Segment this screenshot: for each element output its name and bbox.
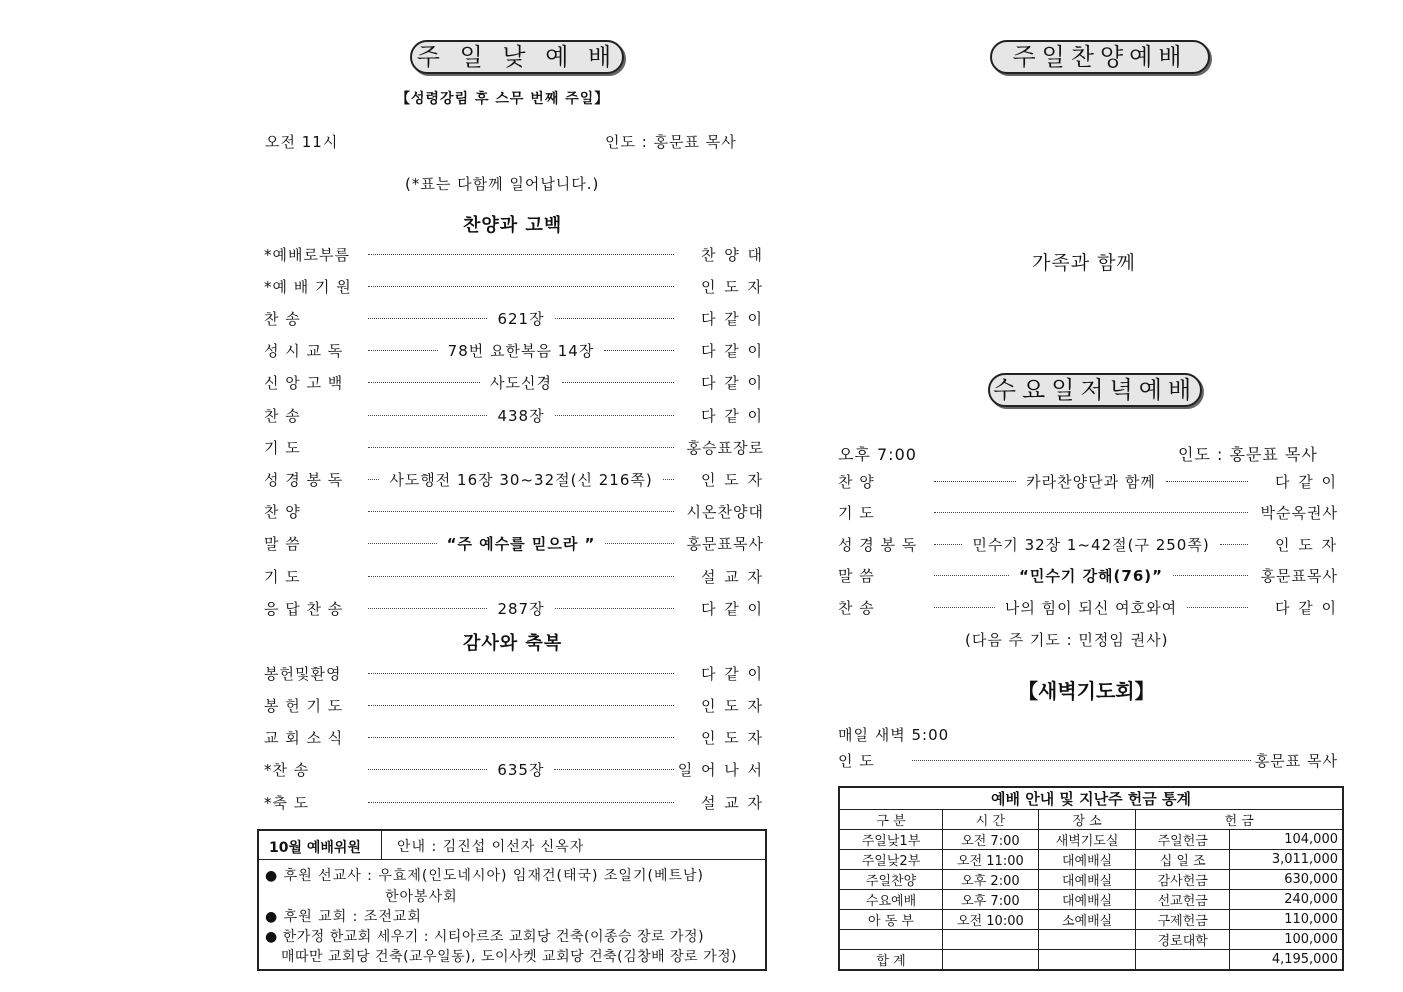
table-row [839, 870, 1343, 890]
table-cell: 새벽기도실 [1038, 830, 1136, 850]
table-cell: 대예배실 [1038, 870, 1136, 890]
church-planting-cont: 매따만 교회당 건축(교우일동), 도이사켓 교회당 건축(김창배 장로 가정) [281, 949, 738, 965]
table-cell: 4,195,000 [1229, 950, 1343, 971]
order-label: *찬 송 [264, 761, 310, 780]
supported-missionaries: ● 후원 선교사 : 우효제(인도네시아) 임재건(태국) 조일기(베트남) [265, 868, 704, 884]
dot-leader [555, 608, 674, 609]
table-title: 예배 안내 및 지난주 헌금 통계 [839, 787, 1343, 810]
order-row [264, 372, 764, 394]
next-week-prayer: (다음 주 기도 : 민정임 권사) [965, 631, 1169, 649]
dot-leader [934, 512, 1248, 513]
order-label: 말 씀 [838, 567, 875, 585]
week-subtitle: 【성령강림 후 스무 번째 주일】 [396, 91, 610, 107]
order-row [264, 404, 764, 426]
table-cell: 100,000 [1229, 930, 1343, 950]
order-person: 홍문표목사 [1260, 567, 1339, 585]
table-cell: 대예배실 [1038, 890, 1136, 910]
order-detail: 78번 요한복음 14장 [447, 342, 595, 361]
table-cell [1136, 950, 1230, 971]
dot-leader [663, 479, 674, 480]
dot-leader [368, 350, 438, 351]
order-person: 다 같 이 [1274, 598, 1338, 617]
dot-leader [554, 769, 673, 770]
order-label: 찬 양 [264, 503, 301, 522]
order-label: 찬 양 [838, 472, 875, 491]
service-leader: 인도 : 홍문표 목사 [605, 133, 737, 151]
order-person: 인 도 자 [700, 277, 764, 296]
order-person: 다 같 이 [700, 664, 764, 683]
order-row [264, 727, 764, 749]
order-label: 응 답 찬 송 [264, 599, 344, 618]
dawn-leader-label: 인 도 [838, 751, 875, 770]
dot-leader [934, 481, 1016, 482]
dot-leader [368, 737, 674, 738]
table-body [839, 830, 1343, 971]
wednesday-time: 오후 7:00 [838, 445, 917, 464]
order-person: 다 같 이 [700, 374, 764, 393]
dot-leader [368, 608, 487, 609]
order-detail: 621장 [497, 309, 545, 328]
order-label: *예 배 기 원 [264, 277, 352, 296]
dot-leader [934, 607, 995, 608]
order-label: 신 앙 고 백 [264, 374, 344, 393]
table-row [839, 950, 1343, 971]
table-cell: 오전 10:00 [943, 910, 1039, 930]
header-place: 장 소 [1038, 810, 1136, 830]
dot-leader [605, 543, 674, 544]
dot-leader [368, 511, 674, 512]
order-person: 다 같 이 [700, 599, 764, 618]
order-label: 기 도 [838, 504, 875, 522]
order-person: 다 같 이 [700, 309, 764, 328]
table-cell: 대예배실 [1038, 850, 1136, 870]
dot-leader [1166, 481, 1248, 482]
table-row [839, 930, 1343, 950]
table-cell: 오전 11:00 [943, 850, 1039, 870]
table-cell: 합 계 [839, 950, 943, 971]
section-thanks-blessing: 감사와 축복 [463, 633, 563, 654]
order-row [264, 307, 764, 329]
order-detail: 민수기 32장 1~42절(구 250쪽) [972, 535, 1210, 554]
table-cell [943, 930, 1039, 950]
order-person: 박순옥권사 [1260, 504, 1338, 522]
order-label: *축 도 [264, 793, 310, 812]
table-cell: 아 동 부 [839, 910, 943, 930]
table-row [839, 910, 1343, 930]
order-detail: 나의 힘이 되신 여호와여 [1004, 598, 1178, 617]
table-row [839, 850, 1343, 870]
table-cell: 감사헌금 [1136, 870, 1230, 890]
order-person: 다 같 이 [700, 342, 764, 361]
table-cell: 104,000 [1229, 830, 1343, 850]
table-cell: 경로대학 [1136, 930, 1230, 950]
order-row [838, 470, 1338, 492]
order-label: 기 도 [264, 567, 301, 586]
order-label: 교 회 소 식 [264, 729, 344, 748]
dot-leader [555, 415, 674, 416]
order-row [264, 501, 764, 523]
service-time: 오전 11시 [265, 133, 339, 151]
order-person: 인 도 자 [700, 729, 764, 748]
order-person: 찬 양 대 [700, 245, 764, 264]
table-cell: 110,000 [1229, 910, 1343, 930]
table-cell [839, 930, 943, 950]
dot-leader [368, 318, 487, 319]
order-person: 인 도 자 [700, 696, 764, 715]
standing-note: (*표는 다함께 일어납니다.) [405, 175, 600, 193]
table-cell: 구제헌금 [1136, 910, 1230, 930]
info-box-header [259, 831, 765, 860]
order-detail: 287장 [497, 599, 545, 618]
dot-leader [368, 673, 674, 674]
table-cell: 소예배실 [1038, 910, 1136, 930]
order-label: 찬 송 [264, 406, 301, 425]
order-label: *예배로부름 [264, 245, 350, 264]
table-title-row [839, 787, 1343, 810]
order-row [838, 596, 1338, 618]
order-label: 성 경 봉 독 [838, 535, 918, 554]
dot-leader [368, 769, 487, 770]
order-label: 찬 송 [264, 309, 301, 328]
with-family-text: 가족과 함께 [1032, 252, 1136, 274]
sunday-service-title: 주 일 낮 예 배 [410, 40, 624, 74]
section-praise-confession: 찬양과 고백 [463, 215, 563, 236]
table-row [839, 890, 1343, 910]
order-detail: 635장 [497, 761, 545, 780]
order-detail: 438장 [497, 406, 545, 425]
order-person: 홍문표목사 [686, 535, 765, 554]
sunday-praise-title: 주일찬양예배 [990, 40, 1210, 74]
table-cell: 3,011,000 [1229, 850, 1343, 870]
table-cell: 630,000 [1229, 870, 1343, 890]
order-label: 봉 헌 기 도 [264, 696, 344, 715]
info-box [257, 829, 767, 971]
offering-statistics-table [838, 786, 1344, 971]
order-row [264, 791, 764, 813]
table-cell: 240,000 [1229, 890, 1343, 910]
order-row [264, 533, 764, 555]
dot-leader [1173, 575, 1248, 576]
table-cell: 주일헌금 [1136, 830, 1230, 850]
order-row [264, 597, 764, 619]
order-row [264, 565, 764, 587]
order-person: 인 도 자 [1275, 535, 1339, 554]
order-person: 시온찬양대 [686, 503, 764, 522]
dot-leader [368, 382, 480, 383]
order-row [264, 436, 764, 458]
order-person: 설 교 자 [700, 793, 764, 812]
order-label: 말 씀 [264, 535, 301, 554]
order-detail: “민수기 강해(76)” [1019, 567, 1163, 585]
header-time: 시 간 [943, 810, 1039, 830]
order-person: 인 도 자 [701, 470, 765, 489]
dawn-time: 매일 새벽 5:00 [838, 726, 950, 744]
dot-leader [368, 543, 437, 544]
dot-leader [1187, 607, 1248, 608]
order-row [838, 565, 1338, 587]
supported-church: ● 후원 교회 : 조전교회 [265, 909, 422, 925]
dawn-leader-name: 홍문표 목사 [1254, 751, 1338, 770]
order-person: 홍승표장로 [686, 438, 764, 457]
dot-leader [555, 318, 674, 319]
dawn-leader-row [838, 749, 1338, 771]
order-label: 봉헌및환영 [264, 664, 342, 683]
header-category: 구 분 [839, 810, 943, 830]
dot-leader [912, 760, 1251, 761]
month-committee-cell [259, 831, 382, 859]
dot-leader [368, 705, 674, 706]
dot-leader [562, 382, 674, 383]
supported-missionaries-cont: 한아봉사회 [385, 889, 458, 905]
dot-leader [368, 576, 674, 577]
table-cell: 수요예배 [839, 890, 943, 910]
dot-leader [934, 575, 1009, 576]
order-row [264, 243, 764, 265]
dot-leader [368, 447, 674, 448]
month-committee-label: 10월 예배위원 [269, 840, 361, 856]
order-row [838, 533, 1338, 555]
order-row [264, 468, 764, 490]
table-cell: 십 일 조 [1136, 850, 1230, 870]
dot-leader [1220, 544, 1248, 545]
order-row [264, 340, 764, 362]
dot-leader [368, 286, 674, 287]
table-cell [1038, 930, 1136, 950]
church-planting: ● 한가정 한교회 세우기 : 시티아르조 교회당 건축(이종승 장로 가정) [265, 929, 705, 945]
table-cell: 오전 7:00 [943, 830, 1039, 850]
dot-leader [368, 479, 379, 480]
table-header-row [839, 810, 1343, 830]
order-person: 다 같 이 [700, 406, 764, 425]
order-label: 찬 송 [838, 598, 875, 617]
order-row [264, 759, 764, 781]
order-row [264, 275, 764, 297]
order-detail: “주 예수를 믿으라 ” [446, 535, 596, 554]
dawn-prayer-title: 【새벽기도회】 [1018, 679, 1155, 703]
dot-leader [368, 415, 487, 416]
table-cell [1038, 950, 1136, 971]
dot-leader [604, 350, 674, 351]
table-cell: 주일찬양 [839, 870, 943, 890]
table-cell: 오후 2:00 [943, 870, 1039, 890]
order-label: 성 시 교 독 [264, 342, 344, 361]
table-row [839, 830, 1343, 850]
order-person: 다 같 이 [1275, 472, 1339, 491]
order-label: 성 경 봉 독 [264, 470, 344, 489]
order-detail: 카라찬양단과 함께 [1026, 472, 1156, 491]
table-cell: 선교헌금 [1136, 890, 1230, 910]
table-cell: 오후 7:00 [943, 890, 1039, 910]
order-detail: 사도행전 16장 30~32절(신 216쪽) [389, 470, 653, 489]
order-person: 설 교 자 [700, 567, 764, 586]
order-row [838, 502, 1338, 524]
ushers-label: 안내 : 김진섭 이선자 신옥자 [397, 839, 585, 855]
order-row [264, 662, 764, 684]
order-person: 일 어 나 서 [677, 761, 765, 780]
wednesday-leader: 인도 : 홍문표 목사 [1178, 445, 1318, 464]
order-detail: 사도신경 [490, 374, 552, 393]
wednesday-service-title: 수요일저녁예배 [988, 373, 1202, 407]
dot-leader [934, 544, 962, 545]
table-cell: 주일낮2부 [839, 850, 943, 870]
table-cell: 주일낮1부 [839, 830, 943, 850]
table-cell [943, 950, 1039, 971]
order-row [264, 694, 764, 716]
order-label: 기 도 [264, 438, 301, 457]
dot-leader [368, 802, 674, 803]
dot-leader [368, 254, 674, 255]
header-offering: 헌 금 [1136, 810, 1343, 830]
